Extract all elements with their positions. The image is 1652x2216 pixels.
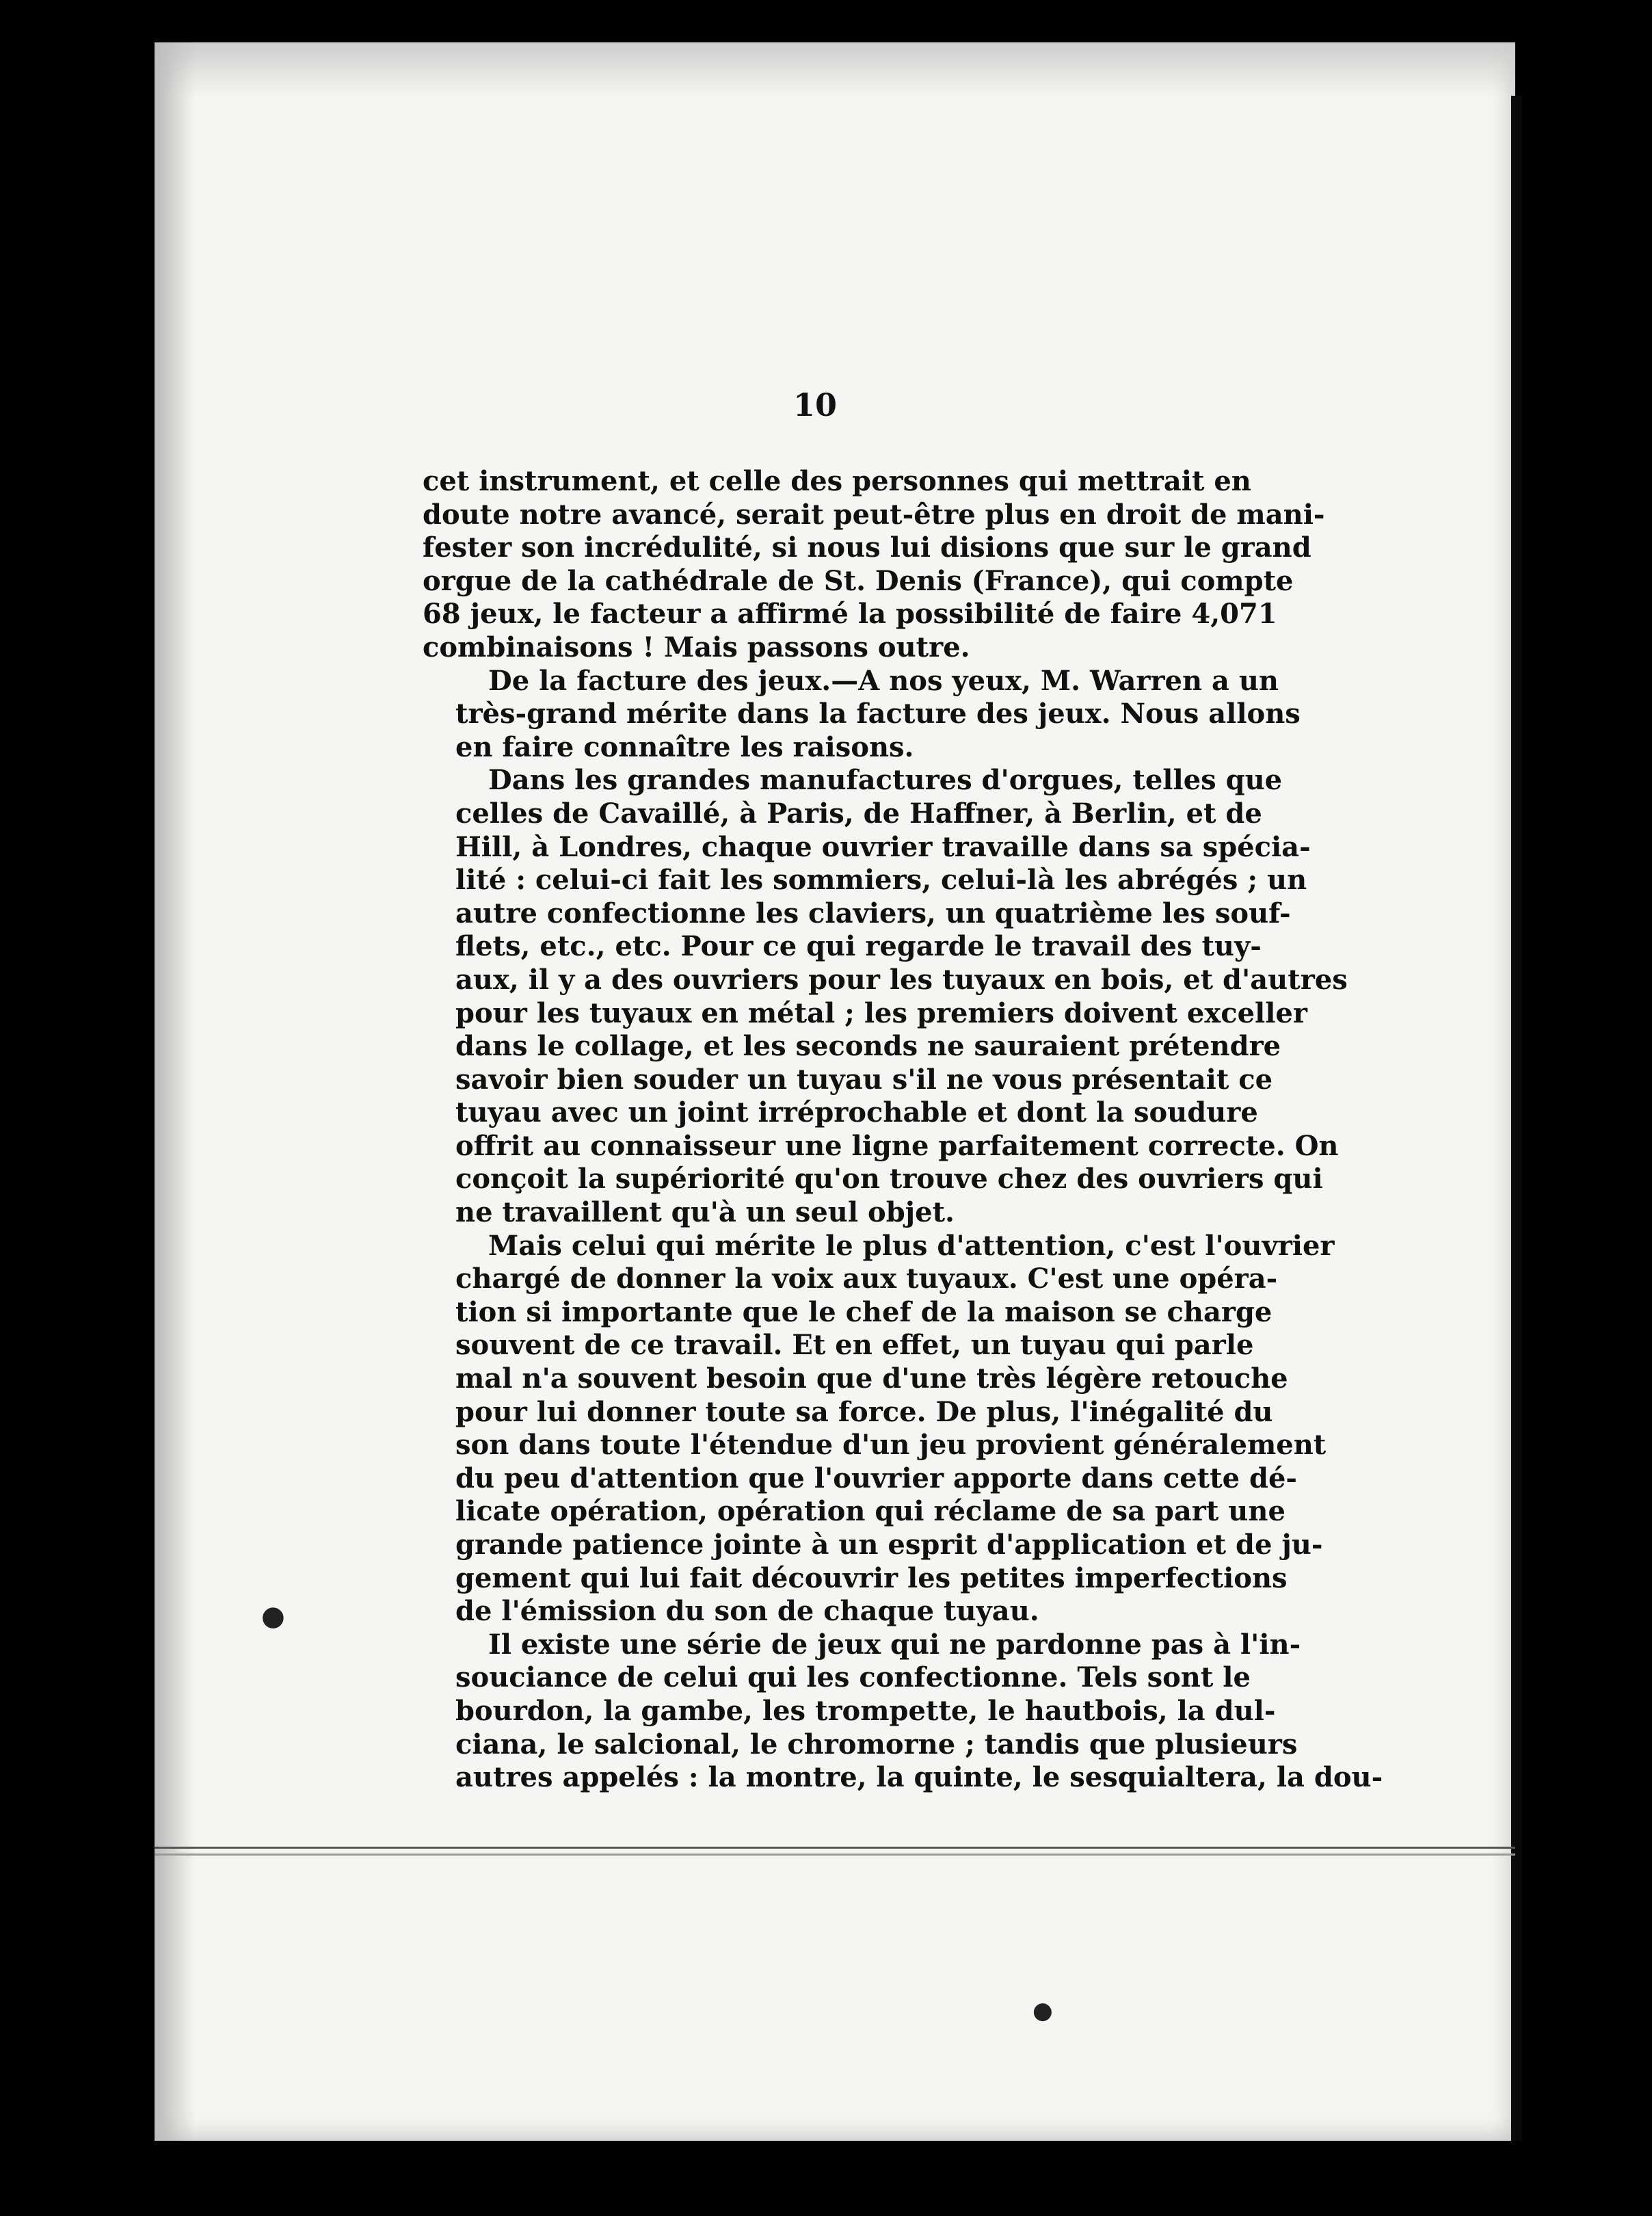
text-line: cet instrument, et celle des personnes qui mettrait en xyxy=(423,465,1251,497)
text-line: grande patience jointe à un esprit d'application et de ju- xyxy=(455,1529,1323,1561)
text-line: combinaisons ! Mais passons outre. xyxy=(423,631,970,663)
page-number: 10 xyxy=(793,386,838,423)
text-line: conçoit la supériorité qu'on trouve chez des ouvriers qui xyxy=(455,1163,1323,1196)
text-line: souciance de celui qui les confectionne. Tels sont le xyxy=(455,1661,1251,1694)
text-line: bourdon, la gambe, les trompette, le hautbois, la dul- xyxy=(455,1694,1276,1727)
text-line: pour les tuyaux en métal ; les premiers doivent exceller xyxy=(455,997,1307,1029)
paragraph xyxy=(423,465,1325,665)
text-line: flets, etc., etc. Pour ce qui regarde le travail des tuy- xyxy=(455,930,1262,963)
text-line: souvent de ce travail. Et en effet, un tuyau qui parle xyxy=(455,1329,1254,1362)
text-line: licate opération, opération qui réclame de sa part une xyxy=(455,1495,1285,1528)
paragraph xyxy=(423,1628,1383,1795)
text-line: 68 jeux, le facteur a affirmé la possibilité de faire 4,071 xyxy=(423,598,1277,631)
scan-line-rule xyxy=(155,1847,1515,1849)
ink-blot-mark: ● xyxy=(261,1600,285,1632)
text-line: dans le collage, et les seconds ne sauraient prétendre xyxy=(455,1030,1281,1063)
text-line: son dans toute l'étendue d'un jeu provient généralement xyxy=(455,1429,1327,1462)
text-line: offrit au connaisseur une ligne parfaitement correcte. On xyxy=(455,1129,1339,1162)
text-line: celles de Cavaillé, à Paris, de Haffner, à Berlin, et de xyxy=(455,797,1262,830)
text-line: en faire connaître les raisons. xyxy=(455,730,914,763)
text-line: gement qui lui fait découvrir les petites imperfections xyxy=(455,1561,1288,1594)
text-line: De la facture des jeux.—A nos yeux, M. Warren a un xyxy=(488,664,1279,697)
text-line: Il existe une série de jeux qui ne pardonne pas à l'in- xyxy=(488,1628,1301,1661)
scan-line-rule-secondary xyxy=(155,1854,1515,1856)
text-line: ne travaillent qu'à un seul objet. xyxy=(455,1196,955,1229)
text-line: tion si importante que le chef de la maison se charge xyxy=(455,1295,1273,1328)
text-line: autre confectionne les claviers, un quatrième les souf- xyxy=(455,897,1291,929)
text-line: chargé de donner la voix aux tuyaux. C'est une opéra- xyxy=(455,1263,1278,1295)
body-text xyxy=(423,465,1383,1795)
text-line: aux, il y a des ouvriers pour les tuyaux en bois, et d'autres xyxy=(455,963,1348,996)
text-line: très-grand mérite dans la facture des jeux. Nous allons xyxy=(455,698,1301,730)
text-line: fester son incrédulité, si nous lui disions que sur le grand xyxy=(423,531,1311,564)
page-fold-edge xyxy=(1511,96,1522,2141)
text-line: de l'émission du son de chaque tuyau. xyxy=(455,1595,1039,1628)
ink-blot-mark-bottom: ● xyxy=(1032,1997,1053,2024)
text-line: lité : celui-ci fait les sommiers, celui-là les abrégés ; un xyxy=(455,864,1307,897)
text-line: pour lui donner toute sa force. De plus, l'inégalité du xyxy=(455,1395,1273,1428)
text-line: tuyau avec un joint irréprochable et dont la soudure xyxy=(455,1096,1258,1129)
paragraph xyxy=(423,1229,1335,1628)
text-line: mal n'a souvent besoin que d'une très légère retouche xyxy=(455,1362,1288,1395)
binding-edge xyxy=(1522,96,1652,2141)
text-line: Dans les grandes manufactures d'orgues, telles que xyxy=(488,764,1283,797)
text-line: autres appelés : la montre, la quinte, le sesquialtera, la dou- xyxy=(455,1761,1383,1794)
page-left-shadow xyxy=(155,42,196,2141)
text-line: du peu d'attention que l'ouvrier apporte dans cette dé- xyxy=(455,1462,1297,1494)
paragraph xyxy=(423,764,1348,1229)
text-line: ciana, le salcional, le chromorne ; tandis que plusieurs xyxy=(455,1728,1298,1760)
page-top-shadow xyxy=(155,42,1515,97)
text-line: Mais celui qui mérite le plus d'attention, c'est l'ouvrier xyxy=(488,1229,1335,1262)
paragraph xyxy=(423,664,1301,765)
text-line: doute notre avancé, serait peut-être plus en droit de mani- xyxy=(423,498,1325,531)
text-line: savoir bien souder un tuyau s'il ne vous présentait ce xyxy=(455,1063,1273,1096)
text-line: Hill, à Londres, chaque ouvrier travaille dans sa spécia- xyxy=(455,830,1311,863)
text-line: orgue de la cathédrale de St. Denis (France), qui compte xyxy=(423,564,1294,597)
